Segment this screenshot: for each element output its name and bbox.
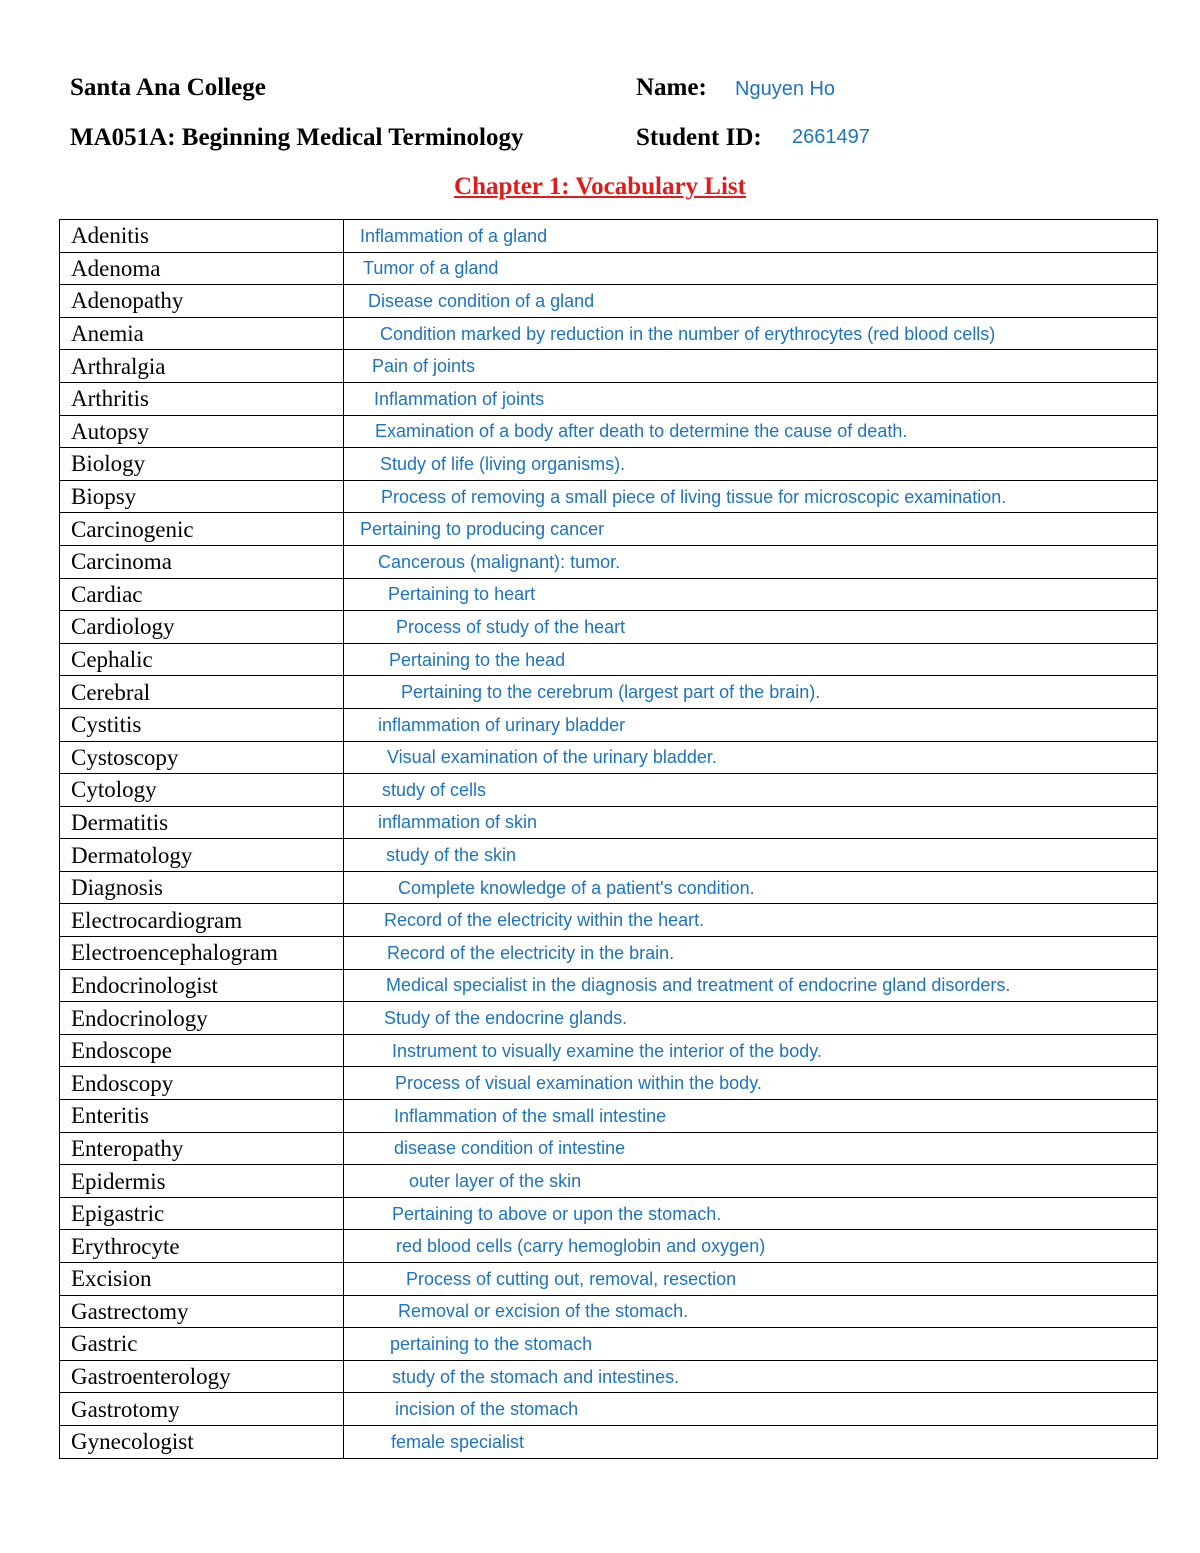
table-row [60, 676, 1158, 709]
vocabulary-definition[interactable]: Process of removing a small piece of living tissue for microscopic examination. [344, 480, 1158, 513]
table-row [60, 1067, 1158, 1100]
vocabulary-term: Carcinoma [60, 545, 344, 578]
vocabulary-term: Autopsy [60, 415, 344, 448]
vocabulary-definition[interactable]: inflammation of urinary bladder [344, 708, 1158, 741]
table-row [60, 904, 1158, 937]
vocabulary-definition[interactable]: Pertaining to heart [344, 578, 1158, 611]
table-row [60, 1100, 1158, 1133]
table-row [60, 1034, 1158, 1067]
vocabulary-definition[interactable]: Cancerous (malignant): tumor. [344, 545, 1158, 578]
vocabulary-term: Cystoscopy [60, 741, 344, 774]
vocabulary-definition[interactable]: study of cells [344, 774, 1158, 807]
vocabulary-term: Endoscope [60, 1034, 344, 1067]
vocabulary-term: Arthritis [60, 382, 344, 415]
vocabulary-term: Cardiac [60, 578, 344, 611]
table-row [60, 1230, 1158, 1263]
table-row [60, 611, 1158, 644]
vocabulary-term: Anemia [60, 317, 344, 350]
vocabulary-term: Arthralgia [60, 350, 344, 383]
vocabulary-term: Carcinogenic [60, 513, 344, 546]
table-row [60, 382, 1158, 415]
table-row [60, 1002, 1158, 1035]
vocabulary-definition[interactable]: study of the stomach and intestines. [344, 1360, 1158, 1393]
vocabulary-term: Gastrectomy [60, 1295, 344, 1328]
vocabulary-definition[interactable]: Record of the electricity within the heart. [344, 904, 1158, 937]
table-row [60, 708, 1158, 741]
table-row [60, 350, 1158, 383]
table-row [60, 448, 1158, 481]
vocabulary-definition[interactable]: Inflammation of the small intestine [344, 1100, 1158, 1133]
table-row [60, 937, 1158, 970]
table-row [60, 252, 1158, 285]
table-row [60, 285, 1158, 318]
table-row [60, 774, 1158, 807]
vocabulary-term: Dermatitis [60, 806, 344, 839]
vocabulary-term: Endocrinology [60, 1002, 344, 1035]
vocabulary-term: Cytology [60, 774, 344, 807]
vocabulary-term: Cerebral [60, 676, 344, 709]
vocabulary-definition[interactable]: Pertaining to the cerebrum (largest part of the brain). [344, 676, 1158, 709]
vocabulary-term: Enteropathy [60, 1132, 344, 1165]
table-row [60, 220, 1158, 253]
vocabulary-definition[interactable]: Examination of a body after death to determine the cause of death. [344, 415, 1158, 448]
vocabulary-term: Biopsy [60, 480, 344, 513]
table-row [60, 871, 1158, 904]
vocabulary-definition[interactable]: Pertaining to producing cancer [344, 513, 1158, 546]
vocabulary-definition[interactable]: Inflammation of joints [344, 382, 1158, 415]
table-row [60, 415, 1158, 448]
page-title: Chapter 1: Vocabulary List [454, 173, 746, 200]
table-row [60, 741, 1158, 774]
table-row [60, 1328, 1158, 1361]
table-row [60, 1132, 1158, 1165]
table-row [60, 1263, 1158, 1296]
table-row [60, 578, 1158, 611]
vocabulary-term: Cystitis [60, 708, 344, 741]
vocabulary-term: Gastrotomy [60, 1393, 344, 1426]
vocabulary-definition[interactable]: Inflammation of a gland [344, 220, 1158, 253]
vocabulary-definition[interactable]: inflammation of skin [344, 806, 1158, 839]
vocabulary-definition[interactable]: Medical specialist in the diagnosis and treatment of endocrine gland disorders. [344, 969, 1158, 1002]
vocabulary-definition[interactable]: incision of the stomach [344, 1393, 1158, 1426]
table-row [60, 1197, 1158, 1230]
vocabulary-definition[interactable]: female specialist [344, 1425, 1158, 1458]
vocabulary-term: Biology [60, 448, 344, 481]
vocabulary-definition[interactable]: Study of life (living organisms). [344, 448, 1158, 481]
vocabulary-definition[interactable]: Complete knowledge of a patient's condition. [344, 871, 1158, 904]
vocabulary-definition[interactable]: Study of the endocrine glands. [344, 1002, 1158, 1035]
table-row [60, 1393, 1158, 1426]
vocabulary-definition[interactable]: outer layer of the skin [344, 1165, 1158, 1198]
vocabulary-term: Electroencephalogram [60, 937, 344, 970]
table-row [60, 545, 1158, 578]
table-row [60, 1165, 1158, 1198]
vocabulary-definition[interactable]: Condition marked by reduction in the number of erythrocytes (red blood cells) [344, 317, 1158, 350]
vocabulary-table-body [60, 220, 1158, 1459]
table-row [60, 839, 1158, 872]
vocabulary-definition[interactable]: Instrument to visually examine the interior of the body. [344, 1034, 1158, 1067]
vocabulary-definition[interactable]: Process of visual examination within the body. [344, 1067, 1158, 1100]
vocabulary-term: Dermatology [60, 839, 344, 872]
table-row [60, 1360, 1158, 1393]
vocabulary-definition[interactable]: red blood cells (carry hemoglobin and oxygen) [344, 1230, 1158, 1263]
vocabulary-term: Epidermis [60, 1165, 344, 1198]
vocabulary-term: Gastric [60, 1328, 344, 1361]
vocabulary-term: Electrocardiogram [60, 904, 344, 937]
vocabulary-term: Gynecologist [60, 1425, 344, 1458]
vocabulary-term: Epigastric [60, 1197, 344, 1230]
vocabulary-term: Enteritis [60, 1100, 344, 1133]
vocabulary-table [59, 219, 1158, 1459]
student-id-value[interactable]: 2661497 [792, 126, 870, 148]
vocabulary-definition[interactable]: Visual examination of the urinary bladder. [344, 741, 1158, 774]
vocabulary-term: Diagnosis [60, 871, 344, 904]
table-row [60, 806, 1158, 839]
vocabulary-definition[interactable]: Process of cutting out, removal, resection [344, 1263, 1158, 1296]
vocabulary-term: Adenoma [60, 252, 344, 285]
vocabulary-definition[interactable]: Pertaining to above or upon the stomach. [344, 1197, 1158, 1230]
vocabulary-term: Gastroenterology [60, 1360, 344, 1393]
vocabulary-definition[interactable]: Disease condition of a gland [344, 285, 1158, 318]
vocabulary-definition[interactable]: Process of study of the heart [344, 611, 1158, 644]
student-id-label: Student ID: [636, 124, 762, 151]
name-value[interactable]: Nguyen Ho [735, 78, 836, 100]
vocabulary-term: Adenopathy [60, 285, 344, 318]
vocabulary-term: Adenitis [60, 220, 344, 253]
vocabulary-definition[interactable]: Tumor of a gland [344, 252, 1158, 285]
table-row [60, 317, 1158, 350]
vocabulary-definition[interactable]: Pertaining to the head [344, 643, 1158, 676]
table-row [60, 480, 1158, 513]
college-name: Santa Ana College [70, 74, 266, 101]
table-row [60, 643, 1158, 676]
vocabulary-term: Cephalic [60, 643, 344, 676]
table-row [60, 1425, 1158, 1458]
vocabulary-definition[interactable]: Record of the electricity in the brain. [344, 937, 1158, 970]
vocabulary-term: Erythrocyte [60, 1230, 344, 1263]
vocabulary-term: Endocrinologist [60, 969, 344, 1002]
table-row [60, 1295, 1158, 1328]
vocabulary-definition[interactable]: pertaining to the stomach [344, 1328, 1158, 1361]
vocabulary-definition[interactable]: Removal or excision of the stomach. [344, 1295, 1158, 1328]
table-row [60, 513, 1158, 546]
course-title: MA051A: Beginning Medical Terminology [70, 124, 524, 151]
vocabulary-term: Cardiology [60, 611, 344, 644]
vocabulary-definition[interactable]: Pain of joints [344, 350, 1158, 383]
vocabulary-definition[interactable]: disease condition of intestine [344, 1132, 1158, 1165]
name-label: Name: [636, 74, 707, 101]
vocabulary-term: Endoscopy [60, 1067, 344, 1100]
vocabulary-term: Excision [60, 1263, 344, 1296]
vocabulary-definition[interactable]: study of the skin [344, 839, 1158, 872]
table-row [60, 969, 1158, 1002]
